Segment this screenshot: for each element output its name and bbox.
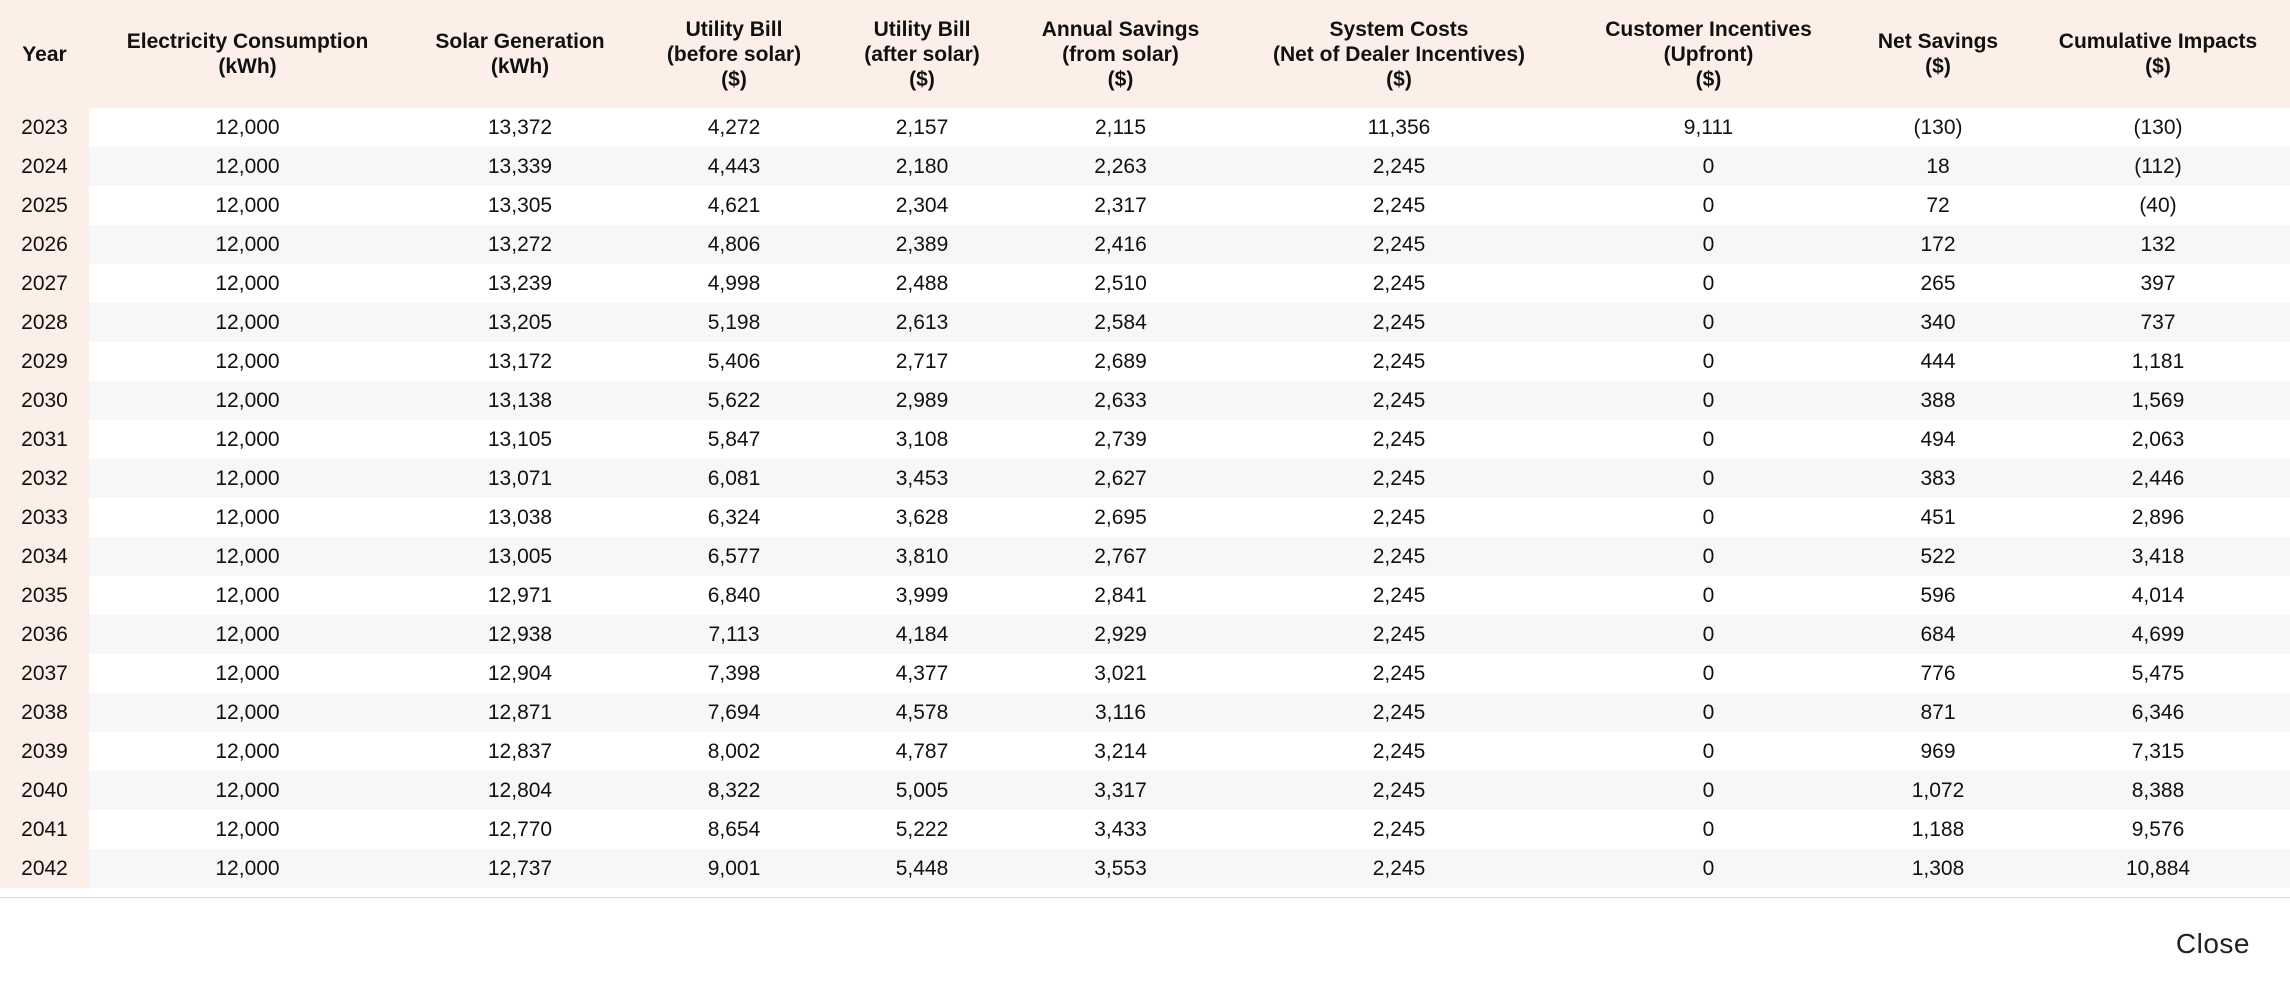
- cell-customer-incentives: 0: [1567, 732, 1850, 771]
- cell-system-costs: 2,245: [1231, 615, 1567, 654]
- cell-annual-savings: 2,689: [1010, 342, 1231, 381]
- cell-system-costs: 2,245: [1231, 732, 1567, 771]
- cell-system-costs: 2,245: [1231, 654, 1567, 693]
- cell-year: 2023: [0, 108, 89, 147]
- cell-utility-bill-after-solar: 3,628: [834, 498, 1010, 537]
- column-header-text: ($): [2145, 55, 2171, 78]
- cell-annual-savings: 2,695: [1010, 498, 1231, 537]
- column-header-text: Customer Incentives: [1605, 17, 1812, 41]
- column-header-text: Annual Savings: [1041, 17, 1200, 41]
- cell-utility-bill-before-solar: 7,398: [634, 654, 834, 693]
- cell-utility-bill-after-solar: 2,488: [834, 264, 1010, 303]
- table-row: [0, 615, 2290, 654]
- column-header-text: ($): [721, 67, 747, 91]
- cell-utility-bill-before-solar: 4,998: [634, 264, 834, 303]
- cell-customer-incentives: 0: [1567, 264, 1850, 303]
- cell-net-savings: 494: [1850, 420, 2026, 459]
- cell-year: 2040: [0, 771, 89, 810]
- cell-electricity-consumption: 12,000: [89, 615, 406, 654]
- cell-electricity-consumption: 12,000: [89, 186, 406, 225]
- cell-year: 2037: [0, 654, 89, 693]
- cell-system-costs: 2,245: [1231, 381, 1567, 420]
- cell-customer-incentives: 0: [1567, 615, 1850, 654]
- cell-solar-generation: 13,005: [406, 537, 634, 576]
- column-header-text: (Net of Dealer Incentives): [1272, 42, 1526, 66]
- column-header-text: Net Savings: [1877, 30, 1999, 53]
- header-row: [0, 0, 2290, 108]
- cell-solar-generation: 12,737: [406, 849, 634, 888]
- cell-solar-generation: 13,372: [406, 108, 634, 147]
- close-button[interactable]: Close: [2175, 928, 2250, 959]
- cell-customer-incentives: 0: [1567, 537, 1850, 576]
- table-row: [0, 303, 2290, 342]
- cell-cumulative-impacts: 5,475: [2026, 654, 2290, 693]
- cell-solar-generation: 13,172: [406, 342, 634, 381]
- column-header-text: ($): [1695, 67, 1722, 91]
- cell-cumulative-impacts: (130): [2026, 108, 2290, 147]
- cell-utility-bill-after-solar: 2,157: [834, 108, 1010, 147]
- column-header-text: (kWh): [490, 55, 550, 78]
- table-row: [0, 342, 2290, 381]
- cell-net-savings: 265: [1850, 264, 2026, 303]
- cell-system-costs: 2,245: [1231, 576, 1567, 615]
- cell-cumulative-impacts: 1,181: [2026, 342, 2290, 381]
- column-header-text: (from solar): [1062, 42, 1179, 66]
- cell-cumulative-impacts: 6,346: [2026, 693, 2290, 732]
- column-header-text: (before solar): [666, 42, 802, 66]
- cell-customer-incentives: 0: [1567, 420, 1850, 459]
- cell-utility-bill-after-solar: 4,184: [834, 615, 1010, 654]
- cell-annual-savings: 2,627: [1010, 459, 1231, 498]
- cell-annual-savings: 2,510: [1010, 264, 1231, 303]
- column-header-text: ($): [1107, 67, 1134, 91]
- cell-solar-generation: 13,239: [406, 264, 634, 303]
- cell-year: 2030: [0, 381, 89, 420]
- table-row: [0, 771, 2290, 810]
- column-header-text: System Costs: [1329, 17, 1469, 41]
- cell-customer-incentives: 0: [1567, 303, 1850, 342]
- cell-year: 2036: [0, 615, 89, 654]
- cell-system-costs: 2,245: [1231, 264, 1567, 303]
- column-header-utility-bill-after-solar: [834, 0, 1010, 108]
- cell-annual-savings: 2,739: [1010, 420, 1231, 459]
- cell-utility-bill-before-solar: 4,621: [634, 186, 834, 225]
- column-header-text: (kWh): [218, 55, 277, 78]
- cell-utility-bill-before-solar: 4,443: [634, 147, 834, 186]
- cell-cumulative-impacts: 8,388: [2026, 771, 2290, 810]
- cell-net-savings: 522: [1850, 537, 2026, 576]
- cell-net-savings: 388: [1850, 381, 2026, 420]
- cell-net-savings: 444: [1850, 342, 2026, 381]
- cell-annual-savings: 3,553: [1010, 849, 1231, 888]
- cell-solar-generation: 13,105: [406, 420, 634, 459]
- cell-net-savings: 969: [1850, 732, 2026, 771]
- cell-solar-generation: 13,205: [406, 303, 634, 342]
- column-header-year: [0, 0, 89, 108]
- cell-system-costs: 11,356: [1231, 108, 1567, 147]
- cell-electricity-consumption: 12,000: [89, 771, 406, 810]
- cell-customer-incentives: 0: [1567, 498, 1850, 537]
- cell-net-savings: 340: [1850, 303, 2026, 342]
- cell-utility-bill-after-solar: 2,717: [834, 342, 1010, 381]
- table-row: [0, 732, 2290, 771]
- cell-utility-bill-before-solar: 6,081: [634, 459, 834, 498]
- cell-utility-bill-before-solar: 5,847: [634, 420, 834, 459]
- cell-electricity-consumption: 12,000: [89, 537, 406, 576]
- cell-annual-savings: 3,433: [1010, 810, 1231, 849]
- cell-customer-incentives: 9,111: [1567, 108, 1850, 147]
- cell-cumulative-impacts: 1,569: [2026, 381, 2290, 420]
- column-header-text: Cumulative Impacts: [2058, 30, 2258, 53]
- table-row: [0, 537, 2290, 576]
- cell-utility-bill-before-solar: 5,198: [634, 303, 834, 342]
- column-header-electricity-consumption: [89, 0, 406, 108]
- cell-utility-bill-after-solar: 3,999: [834, 576, 1010, 615]
- cell-cumulative-impacts: 2,896: [2026, 498, 2290, 537]
- cell-electricity-consumption: 12,000: [89, 576, 406, 615]
- cell-annual-savings: 3,116: [1010, 693, 1231, 732]
- cell-utility-bill-before-solar: 7,694: [634, 693, 834, 732]
- cell-electricity-consumption: 12,000: [89, 849, 406, 888]
- cell-cumulative-impacts: 7,315: [2026, 732, 2290, 771]
- cell-annual-savings: 2,841: [1010, 576, 1231, 615]
- cell-utility-bill-before-solar: 4,806: [634, 225, 834, 264]
- cell-solar-generation: 13,071: [406, 459, 634, 498]
- cell-utility-bill-after-solar: 2,613: [834, 303, 1010, 342]
- column-header-text: (after solar): [864, 42, 980, 66]
- cell-utility-bill-after-solar: 4,578: [834, 693, 1010, 732]
- cell-utility-bill-after-solar: 4,787: [834, 732, 1010, 771]
- cell-year: 2026: [0, 225, 89, 264]
- cell-net-savings: 451: [1850, 498, 2026, 537]
- cell-net-savings: 596: [1850, 576, 2026, 615]
- column-header-text: ($): [1925, 55, 1951, 78]
- table-row: [0, 381, 2290, 420]
- cell-solar-generation: 12,770: [406, 810, 634, 849]
- cell-system-costs: 2,245: [1231, 147, 1567, 186]
- cell-utility-bill-before-solar: 8,002: [634, 732, 834, 771]
- column-header-text: Year: [22, 42, 67, 66]
- cell-solar-generation: 12,904: [406, 654, 634, 693]
- cell-utility-bill-before-solar: 5,622: [634, 381, 834, 420]
- cell-electricity-consumption: 12,000: [89, 381, 406, 420]
- cell-utility-bill-before-solar: 7,113: [634, 615, 834, 654]
- cell-customer-incentives: 0: [1567, 342, 1850, 381]
- cell-year: 2032: [0, 459, 89, 498]
- cell-electricity-consumption: 12,000: [89, 810, 406, 849]
- cell-net-savings: 871: [1850, 693, 2026, 732]
- cell-year: 2029: [0, 342, 89, 381]
- cell-utility-bill-before-solar: 4,272: [634, 108, 834, 147]
- cell-cumulative-impacts: 4,699: [2026, 615, 2290, 654]
- cell-system-costs: 2,245: [1231, 771, 1567, 810]
- cell-utility-bill-before-solar: 5,406: [634, 342, 834, 381]
- cell-year: 2041: [0, 810, 89, 849]
- cell-year: 2031: [0, 420, 89, 459]
- table-divider: [0, 897, 2290, 898]
- cell-utility-bill-before-solar: 6,840: [634, 576, 834, 615]
- cell-customer-incentives: 0: [1567, 186, 1850, 225]
- cell-cumulative-impacts: 10,884: [2026, 849, 2290, 888]
- table-row: [0, 225, 2290, 264]
- cell-cumulative-impacts: 2,446: [2026, 459, 2290, 498]
- cell-utility-bill-after-solar: 5,005: [834, 771, 1010, 810]
- cell-system-costs: 2,245: [1231, 303, 1567, 342]
- cell-cumulative-impacts: 9,576: [2026, 810, 2290, 849]
- cell-utility-bill-before-solar: 8,654: [634, 810, 834, 849]
- column-header-system-costs: [1231, 0, 1567, 108]
- table-row: [0, 693, 2290, 732]
- cell-electricity-consumption: 12,000: [89, 459, 406, 498]
- table-row: [0, 576, 2290, 615]
- cell-year: 2038: [0, 693, 89, 732]
- cell-year: 2027: [0, 264, 89, 303]
- cell-utility-bill-after-solar: 3,453: [834, 459, 1010, 498]
- table-header: [0, 0, 2290, 108]
- cell-utility-bill-after-solar: 2,389: [834, 225, 1010, 264]
- cell-cumulative-impacts: 4,014: [2026, 576, 2290, 615]
- cell-customer-incentives: 0: [1567, 654, 1850, 693]
- cell-utility-bill-after-solar: 2,180: [834, 147, 1010, 186]
- cell-electricity-consumption: 12,000: [89, 732, 406, 771]
- cell-cumulative-impacts: 132: [2026, 225, 2290, 264]
- cell-customer-incentives: 0: [1567, 693, 1850, 732]
- cell-annual-savings: 3,021: [1010, 654, 1231, 693]
- cell-system-costs: 2,245: [1231, 420, 1567, 459]
- cell-cumulative-impacts: 2,063: [2026, 420, 2290, 459]
- column-header-text: Solar Generation: [435, 30, 605, 53]
- cell-year: 2033: [0, 498, 89, 537]
- cell-annual-savings: 2,633: [1010, 381, 1231, 420]
- cell-system-costs: 2,245: [1231, 498, 1567, 537]
- cell-solar-generation: 13,138: [406, 381, 634, 420]
- table-row: [0, 108, 2290, 147]
- cell-net-savings: 776: [1850, 654, 2026, 693]
- cell-annual-savings: 2,263: [1010, 147, 1231, 186]
- cell-solar-generation: 13,272: [406, 225, 634, 264]
- table-body: [0, 108, 2290, 888]
- cell-solar-generation: 12,871: [406, 693, 634, 732]
- column-header-text: ($): [909, 67, 935, 91]
- cell-solar-generation: 12,938: [406, 615, 634, 654]
- cell-electricity-consumption: 12,000: [89, 147, 406, 186]
- table-row: [0, 810, 2290, 849]
- cell-customer-incentives: 0: [1567, 381, 1850, 420]
- table-row: [0, 264, 2290, 303]
- cell-net-savings: 18: [1850, 147, 2026, 186]
- cell-year: 2034: [0, 537, 89, 576]
- cell-solar-generation: 13,339: [406, 147, 634, 186]
- cell-utility-bill-after-solar: 2,304: [834, 186, 1010, 225]
- cell-solar-generation: 12,804: [406, 771, 634, 810]
- cell-utility-bill-after-solar: 4,377: [834, 654, 1010, 693]
- cell-annual-savings: 2,416: [1010, 225, 1231, 264]
- table-row: [0, 654, 2290, 693]
- column-header-text: ($): [1386, 67, 1412, 91]
- cell-cumulative-impacts: (112): [2026, 147, 2290, 186]
- cell-annual-savings: 2,929: [1010, 615, 1231, 654]
- cell-year: 2024: [0, 147, 89, 186]
- column-header-cumulative-impacts: [2026, 0, 2290, 108]
- cell-customer-incentives: 0: [1567, 576, 1850, 615]
- cell-electricity-consumption: 12,000: [89, 654, 406, 693]
- cell-net-savings: 1,308: [1850, 849, 2026, 888]
- cell-system-costs: 2,245: [1231, 459, 1567, 498]
- cell-net-savings: 383: [1850, 459, 2026, 498]
- cell-annual-savings: 2,115: [1010, 108, 1231, 147]
- cell-utility-bill-after-solar: 5,222: [834, 810, 1010, 849]
- cell-utility-bill-after-solar: 2,989: [834, 381, 1010, 420]
- cell-utility-bill-after-solar: 3,108: [834, 420, 1010, 459]
- cell-solar-generation: 12,971: [406, 576, 634, 615]
- table-row: [0, 849, 2290, 888]
- cell-year: 2028: [0, 303, 89, 342]
- cell-system-costs: 2,245: [1231, 693, 1567, 732]
- cell-system-costs: 2,245: [1231, 537, 1567, 576]
- cell-solar-generation: 13,038: [406, 498, 634, 537]
- table-row: [0, 498, 2290, 537]
- cell-system-costs: 2,245: [1231, 186, 1567, 225]
- cell-annual-savings: 2,767: [1010, 537, 1231, 576]
- cell-net-savings: 1,188: [1850, 810, 2026, 849]
- cell-year: 2042: [0, 849, 89, 888]
- cell-solar-generation: 12,837: [406, 732, 634, 771]
- cell-electricity-consumption: 12,000: [89, 108, 406, 147]
- cell-year: 2035: [0, 576, 89, 615]
- column-header-utility-bill-before-solar: [634, 0, 834, 108]
- cell-electricity-consumption: 12,000: [89, 225, 406, 264]
- cell-customer-incentives: 0: [1567, 771, 1850, 810]
- cell-net-savings: 172: [1850, 225, 2026, 264]
- cell-utility-bill-before-solar: 6,577: [634, 537, 834, 576]
- column-header-text: Electricity Consumption: [126, 30, 369, 53]
- table-row: [0, 147, 2290, 186]
- cell-net-savings: 72: [1850, 186, 2026, 225]
- column-header-text: (Upfront): [1663, 42, 1754, 66]
- cell-net-savings: (130): [1850, 108, 2026, 147]
- cell-electricity-consumption: 12,000: [89, 264, 406, 303]
- cell-electricity-consumption: 12,000: [89, 420, 406, 459]
- cell-utility-bill-after-solar: 3,810: [834, 537, 1010, 576]
- cell-year: 2039: [0, 732, 89, 771]
- cell-electricity-consumption: 12,000: [89, 342, 406, 381]
- cell-customer-incentives: 0: [1567, 810, 1850, 849]
- column-header-solar-generation: [406, 0, 634, 108]
- cell-utility-bill-before-solar: 6,324: [634, 498, 834, 537]
- cell-system-costs: 2,245: [1231, 810, 1567, 849]
- cell-net-savings: 684: [1850, 615, 2026, 654]
- cell-net-savings: 1,072: [1850, 771, 2026, 810]
- cell-electricity-consumption: 12,000: [89, 693, 406, 732]
- cell-system-costs: 2,245: [1231, 225, 1567, 264]
- cell-utility-bill-before-solar: 9,001: [634, 849, 834, 888]
- cell-year: 2025: [0, 186, 89, 225]
- cell-customer-incentives: 0: [1567, 225, 1850, 264]
- cell-customer-incentives: 0: [1567, 459, 1850, 498]
- cell-system-costs: 2,245: [1231, 342, 1567, 381]
- cell-cumulative-impacts: 3,418: [2026, 537, 2290, 576]
- table-row: [0, 459, 2290, 498]
- cell-cumulative-impacts: 397: [2026, 264, 2290, 303]
- table-row: [0, 420, 2290, 459]
- cell-utility-bill-after-solar: 5,448: [834, 849, 1010, 888]
- cell-utility-bill-before-solar: 8,322: [634, 771, 834, 810]
- cell-solar-generation: 13,305: [406, 186, 634, 225]
- cell-cumulative-impacts: (40): [2026, 186, 2290, 225]
- cell-annual-savings: 2,584: [1010, 303, 1231, 342]
- cell-cumulative-impacts: 737: [2026, 303, 2290, 342]
- column-header-text: Utility Bill: [685, 17, 783, 41]
- column-header-net-savings: [1850, 0, 2026, 108]
- cell-electricity-consumption: 12,000: [89, 498, 406, 537]
- column-header-text: Utility Bill: [873, 17, 971, 41]
- cell-annual-savings: 3,214: [1010, 732, 1231, 771]
- column-header-customer-incentives: [1567, 0, 1850, 108]
- cell-electricity-consumption: 12,000: [89, 303, 406, 342]
- column-header-annual-savings: [1010, 0, 1231, 108]
- cell-customer-incentives: 0: [1567, 849, 1850, 888]
- cell-system-costs: 2,245: [1231, 849, 1567, 888]
- cell-annual-savings: 2,317: [1010, 186, 1231, 225]
- table-row: [0, 186, 2290, 225]
- cell-customer-incentives: 0: [1567, 147, 1850, 186]
- cell-annual-savings: 3,317: [1010, 771, 1231, 810]
